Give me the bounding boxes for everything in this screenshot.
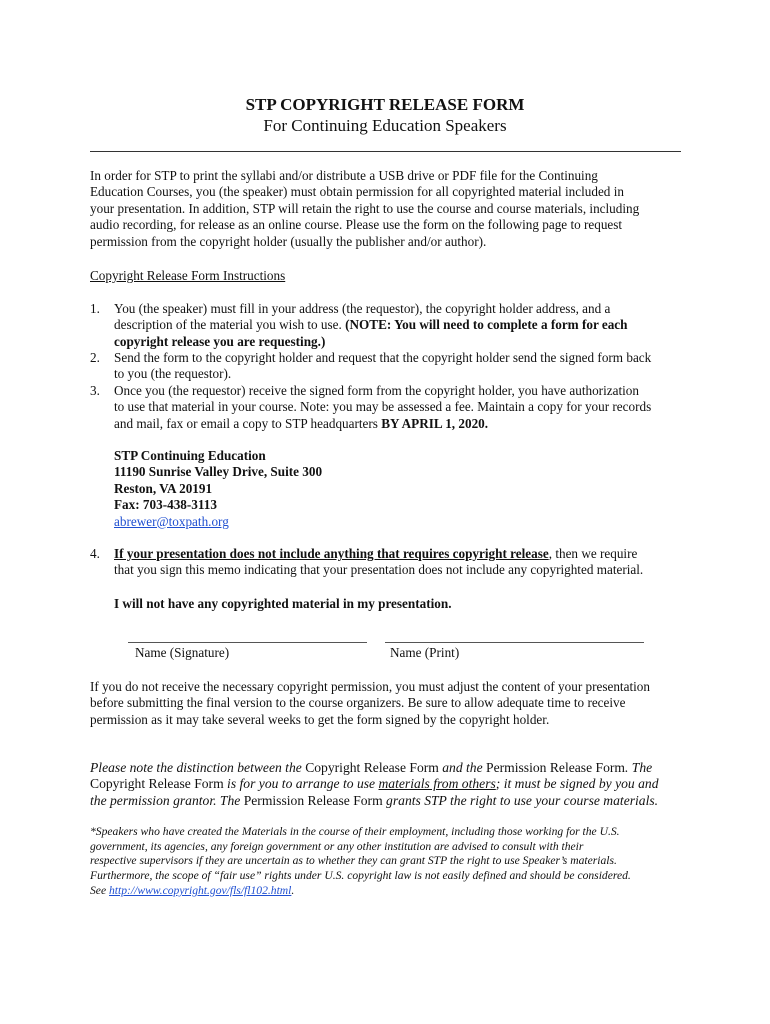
footnote-text: . (291, 883, 295, 897)
page-subtitle: For Continuing Education Speakers (263, 116, 507, 135)
footnote-line: government, its agencies, any foreign government or any other institution are advised to consult with their (90, 839, 584, 853)
step-number: 1. (90, 301, 100, 316)
closing-line: permission as it may take several weeks to get the form signed by the copyright holder. (90, 711, 550, 727)
footnote-text: See (90, 883, 109, 897)
intro-line: your presentation. In addition, STP will retain the right to use the course and course materials, including (90, 200, 640, 216)
signature-label: Name (Signature) (135, 645, 230, 660)
print-name-line[interactable] (385, 642, 644, 643)
intro-line: In order for STP to print the syllabi and/or distribute a USB drive or PDF file for the Continuing (90, 168, 598, 183)
closing-paragraph (90, 679, 690, 728)
page-title: STP COPYRIGHT RELEASE FORM (245, 95, 525, 114)
form-name: Copyright Release Form (305, 760, 439, 775)
step-number: 4. (90, 546, 100, 561)
step-emphasis: If your presentation does not include anything that requires copyright release (114, 546, 549, 561)
italic-text: grants STP the right to use your course materials. (382, 792, 659, 808)
italic-emphasis: materials from others (378, 776, 496, 792)
step-3 (114, 383, 694, 432)
step-text: description of the material you wish to use. (114, 317, 346, 333)
address-fax: Fax: 703-438-3113 (114, 497, 217, 513)
footnote (90, 825, 690, 899)
step-1 (114, 301, 694, 350)
step-line: to use that material in your course. Note: you may be assessed a fee. Maintain a copy for your records (114, 399, 652, 415)
footnote-line: Furthermore, the scope of “fair use” rights under U.S. copyright law is not easily defined and should be considered. (90, 869, 631, 883)
italic-text: is for you to arrange to use (223, 776, 379, 792)
step-text: , then we require (548, 546, 638, 561)
title-divider (90, 151, 681, 152)
footnote-line: *Speakers who have created the Materials in the course of their employment, including those working for the U.S. (90, 825, 620, 838)
copyright-gov-link[interactable]: http://www.copyright.gov/fls/fl102.html (109, 883, 292, 897)
intro-paragraph (90, 168, 690, 250)
deadline: BY APRIL 1, 2020. (381, 415, 489, 431)
italic-text: and the (438, 760, 487, 775)
form-name: Permission Release Form (486, 760, 625, 775)
distinction-paragraph (90, 760, 690, 809)
step-line: Once you (the requestor) receive the signed form from the copyright holder, you have authorization (114, 383, 639, 398)
italic-text: Please note the distinction between the (90, 760, 306, 775)
print-name-label: Name (Print) (390, 645, 460, 660)
step-line: that you sign this memo indicating that your presentation does not include any copyrighted material. (114, 562, 644, 578)
email-link[interactable]: abrewer@toxpath.org (114, 513, 229, 529)
italic-text: . The (625, 760, 653, 775)
closing-line: before submitting the final version to the course organizers. Be sure to allow adequate time to receive (90, 695, 626, 711)
form-name: Permission Release Form (243, 792, 383, 808)
step-note: (NOTE: You will need to complete a form for each (345, 317, 628, 333)
intro-line: Education Courses, you (the speaker) must obtain permission for all copyrighted material included in (90, 184, 624, 200)
no-copyright-statement: I will not have any copyrighted material in my presentation. (114, 596, 452, 611)
signature-line[interactable] (128, 642, 367, 643)
step-number: 2. (90, 350, 100, 365)
italic-text: the permission grantor. The (90, 792, 244, 808)
address-org: STP Continuing Education (114, 448, 266, 463)
footnote-line (90, 884, 690, 899)
step-number: 3. (90, 383, 100, 398)
step-line (114, 416, 694, 432)
distinction-line (90, 776, 690, 792)
step-2 (114, 350, 694, 383)
step-text: and mail, fax or email a copy to STP headquarters (114, 415, 382, 431)
step-line: You (the speaker) must fill in your address (the requestor), the copyright holder address, and a (114, 301, 611, 316)
instructions-heading: Copyright Release Form Instructions (90, 268, 286, 283)
distinction-line (90, 760, 690, 776)
step-line: to you (the requestor). (114, 366, 232, 382)
closing-line: If you do not receive the necessary copyright permission, you must adjust the content of your presentation (90, 679, 650, 694)
step-line (114, 546, 694, 562)
footnote-line: respective supervisors if they are uncertain as to whether they can grant STP the right to use Speaker’s materials. (90, 854, 617, 868)
address-street: 11190 Sunrise Valley Drive, Suite 300 (114, 464, 323, 480)
address-city: Reston, VA 20191 (114, 480, 213, 496)
intro-line: permission from the copyright holder (usually the publisher and/or author). (90, 233, 487, 249)
step-line: Send the form to the copyright holder and request that the copyright holder send the signed form back (114, 350, 652, 365)
step-line (114, 317, 694, 333)
step-note: copyright release you are requesting.) (114, 333, 326, 349)
distinction-line (90, 793, 690, 809)
intro-line: audio recording, for release as an online course. Please use the form on the following page to request (90, 217, 623, 233)
italic-text: ; it must be signed by you and (495, 776, 659, 792)
form-name: Copyright Release Form (90, 776, 224, 792)
address-block (114, 448, 322, 530)
step-4 (114, 546, 694, 579)
